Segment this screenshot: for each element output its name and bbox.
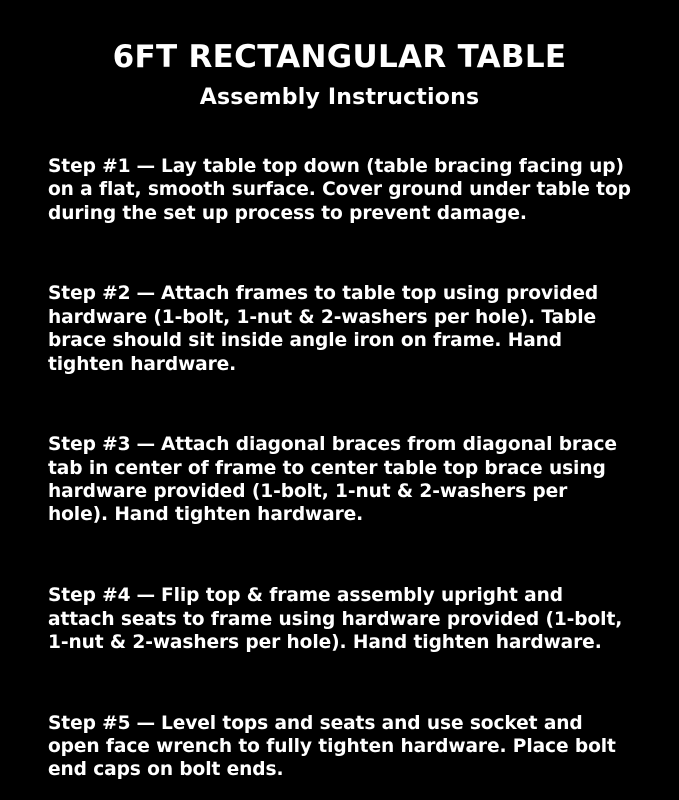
step-text: Attach diagonal braces from diagonal brace tab in center of frame to center table top brace using hardware provided (1-bolt, 1-nut & 2-washers per hole). Hand tighten hardware.	[48, 434, 617, 526]
step-dash: —	[136, 434, 155, 456]
step-text: Level tops and seats and use socket and open face wrench to fully tighten hardware. Place bolt end caps on bolt ends.	[48, 712, 616, 781]
steps-list	[42, 136, 637, 800]
step-label: Step #4	[48, 585, 131, 607]
step-label: Step #1	[48, 155, 131, 177]
step-label: Step #5	[48, 712, 131, 734]
step-text: Lay table top down (table bracing facing up) on a flat, smooth surface. Cover ground under table top during the set up process to prevent damage.	[48, 155, 631, 224]
step-dash: —	[136, 585, 155, 607]
step-text: Attach frames to table top using provided hardware (1-bolt, 1-nut & 2-washers per hole). Table brace should sit inside angle iron on frame. Hand tighten hardware.	[48, 283, 599, 375]
step-item	[42, 712, 637, 782]
page-subtitle: Assembly Instructions	[199, 85, 480, 111]
page-title: 6FT RECTANGULAR TABLE	[112, 39, 567, 75]
step-dash: —	[136, 712, 155, 734]
step-item	[42, 282, 637, 376]
step-item	[42, 155, 637, 225]
step-label: Step #3	[48, 434, 131, 456]
step-item	[42, 584, 637, 654]
step-text: Flip top & frame assembly upright and attach seats to frame using hardware provided (1-bolt, 1-nut & 2-washers per hole). Hand tighten hardware.	[48, 585, 623, 653]
step-item	[42, 433, 637, 527]
step-dash: —	[136, 283, 155, 305]
step-dash: —	[136, 155, 155, 177]
step-label: Step #2	[48, 283, 131, 305]
